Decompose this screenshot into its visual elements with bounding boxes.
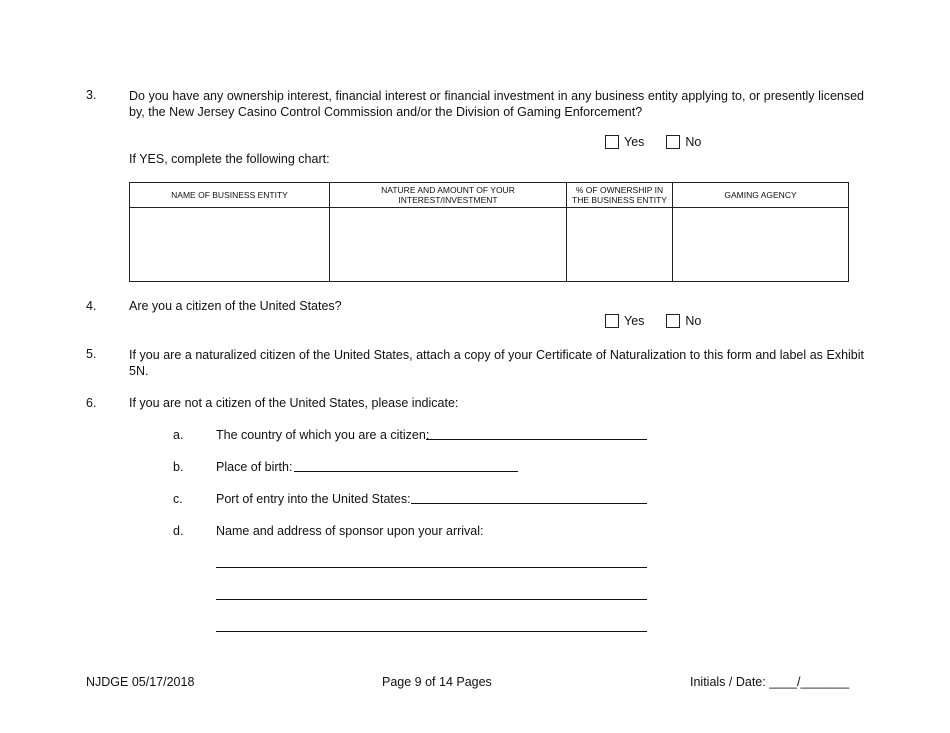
question-6-number: 6.: [86, 396, 97, 410]
item-a-label: The country of which you are a citizen:: [216, 428, 430, 442]
header-ownership-percent: % OF OWNERSHIP IN THE BUSINESS ENTITY: [567, 183, 673, 208]
question-3-number: 3.: [86, 88, 97, 102]
header-business-entity: NAME OF BUSINESS ENTITY: [130, 183, 330, 208]
question-4-text: Are you a citizen of the United States?: [129, 299, 342, 313]
item-b-label: Place of birth:: [216, 460, 293, 474]
chart-instruction: If YES, complete the following chart:: [129, 152, 330, 166]
item-c-letter: c.: [173, 492, 183, 506]
question-4-no-checkbox[interactable]: [666, 314, 680, 328]
item-b-letter: b.: [173, 460, 184, 474]
question-4-yes-label: Yes: [624, 314, 645, 328]
cell-business-entity[interactable]: [130, 208, 330, 282]
question-5-text: If you are a naturalized citizen of the United States, attach a copy of your Certificate of Naturalization to this form and label as Exhibit 5N.: [129, 348, 864, 378]
header-interest-investment: NATURE AND AMOUNT OF YOUR INTEREST/INVESTMENT: [330, 183, 567, 208]
question-3-no-checkbox[interactable]: [666, 135, 680, 149]
cell-gaming-agency[interactable]: [673, 208, 849, 282]
country-of-citizenship-field[interactable]: [426, 439, 647, 440]
sponsor-field-line-1[interactable]: [216, 567, 647, 568]
table-row: [130, 208, 849, 282]
business-entity-chart: [129, 182, 849, 282]
question-3-options: [605, 135, 723, 149]
header-gaming-agency: GAMING AGENCY: [673, 183, 849, 208]
item-d-letter: d.: [173, 524, 184, 538]
cell-interest-investment[interactable]: [330, 208, 567, 282]
sponsor-field-line-2[interactable]: [216, 599, 647, 600]
initials-date: Initials / Date: ____/_______: [690, 675, 850, 689]
place-of-birth-field[interactable]: [294, 471, 518, 472]
question-3-no-label: No: [685, 135, 702, 149]
cell-ownership-percent[interactable]: [567, 208, 673, 282]
question-4-no-label: No: [685, 314, 702, 328]
sponsor-field-line-3[interactable]: [216, 631, 647, 632]
form-id: NJDGE 05/17/2018: [86, 675, 195, 689]
question-5-number: 5.: [86, 347, 97, 361]
question-3-text: Do you have any ownership interest, financial interest or financial investment in any business entity applying to, or presently licensed by, the New Jersey Casino Control Commission and/or the Division of Gaming Enforcement?: [129, 89, 864, 119]
port-of-entry-field[interactable]: [411, 503, 647, 504]
question-3-yes-checkbox[interactable]: [605, 135, 619, 149]
page-number: Page 9 of 14 Pages: [382, 675, 492, 689]
item-a-letter: a.: [173, 428, 184, 442]
item-d-label: Name and address of sponsor upon your arrival:: [216, 524, 484, 538]
question-4-yes-checkbox[interactable]: [605, 314, 619, 328]
question-3-yes-label: Yes: [624, 135, 645, 149]
question-4-options: [605, 314, 723, 328]
item-c-label: Port of entry into the United States:: [216, 492, 411, 506]
question-6-text: If you are not a citizen of the United States, please indicate:: [129, 396, 459, 410]
question-4-number: 4.: [86, 299, 97, 313]
